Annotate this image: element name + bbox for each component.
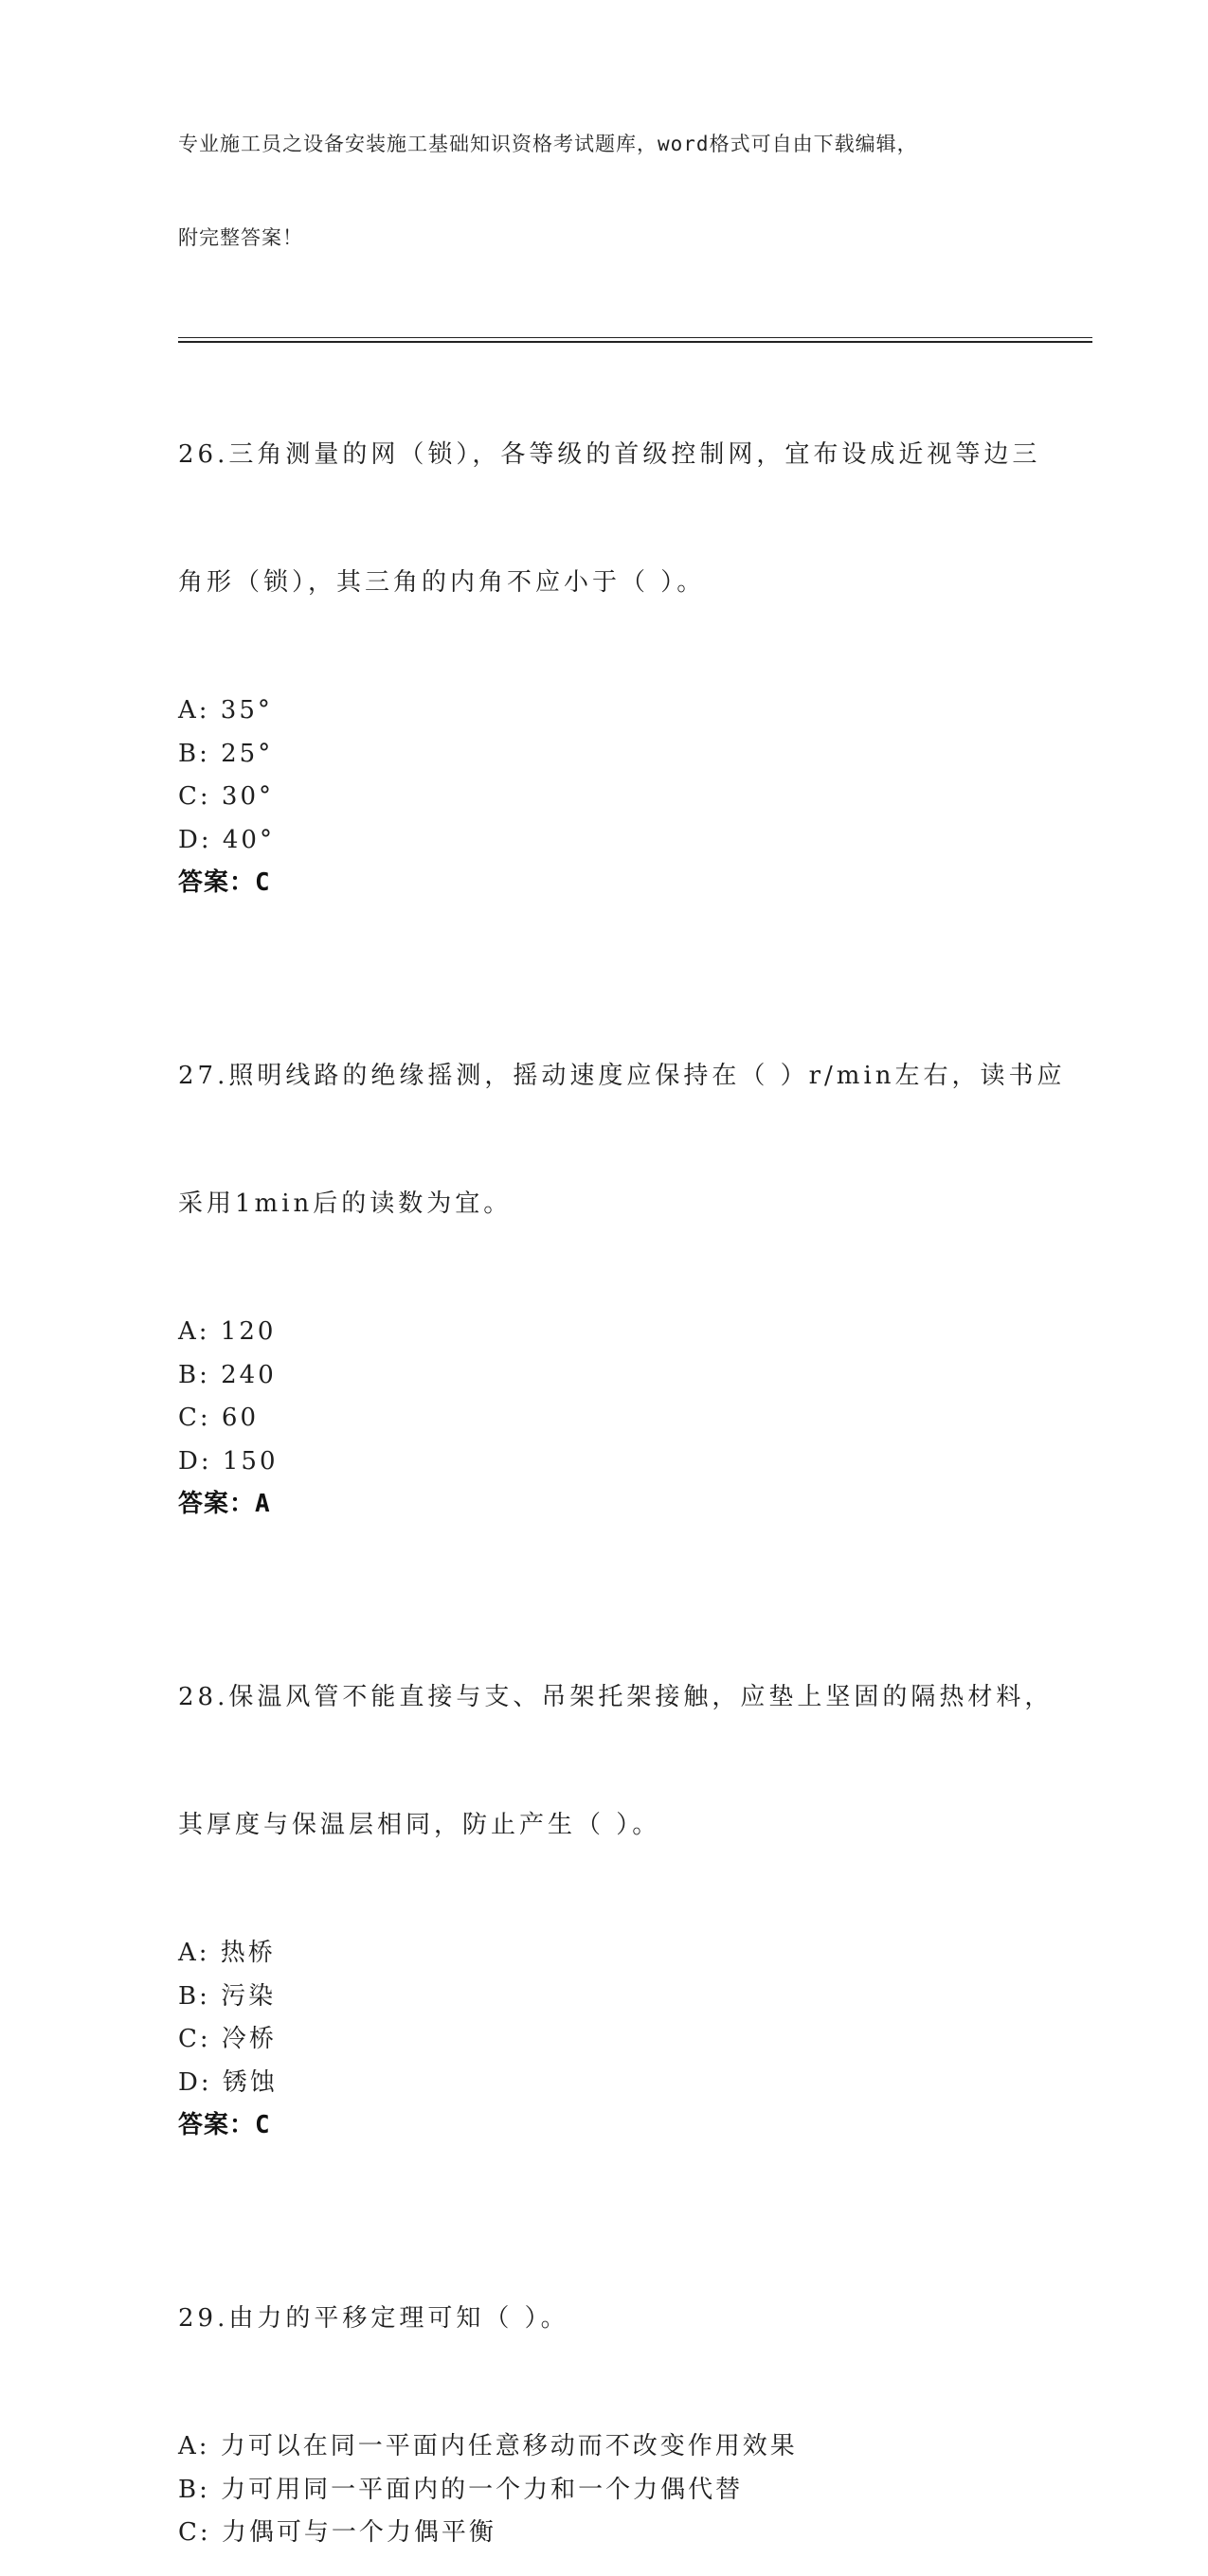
question-stem-line: 其厚度与保温层相同，防止产生（ ）。 xyxy=(178,1811,661,1839)
question-27 xyxy=(178,970,1092,1525)
header-line-2: 附完整答案！ xyxy=(178,226,303,249)
option-d: D: 150 xyxy=(178,1446,279,1476)
document-page xyxy=(178,66,1092,2576)
answer-label: 答案： xyxy=(178,2111,256,2139)
question-stem-line: 29.由力的平移定理可知（ ）。 xyxy=(178,2304,569,2333)
divider-thin-line xyxy=(178,337,1092,338)
option-a: A: 120 xyxy=(178,1317,277,1346)
option-c: C: 力偶可与一个力偶平衡 xyxy=(178,2518,496,2547)
option-b: B: 污染 xyxy=(178,1981,277,2011)
option-b: B: 240 xyxy=(178,1360,277,1389)
option-b: B: 25° xyxy=(178,739,274,768)
question-29 xyxy=(178,2212,1092,2555)
option-c: C: 冷桥 xyxy=(178,2025,277,2053)
option-a: A: 热桥 xyxy=(178,1939,276,1967)
question-stem xyxy=(178,2212,1092,2425)
answer-value: C xyxy=(255,868,271,897)
header-line-1: 专业施工员之设备安装施工基础知识资格考试题库，word格式可自由下载编辑， xyxy=(178,133,918,155)
question-stem-line: 26.三角测量的网（锁），各等级的首级控制网，宜布设成近视等边三 xyxy=(178,440,1041,469)
question-stem-line: 角形（锁），其三角的内角不应小于（ ）。 xyxy=(178,568,706,597)
option-c: C: 60 xyxy=(178,1404,260,1432)
option-c: C: 30° xyxy=(178,782,275,811)
answer-line xyxy=(178,1483,1092,1525)
answer-label: 答案： xyxy=(178,868,256,897)
answer-value: A xyxy=(255,1490,271,1518)
header-divider xyxy=(178,337,1092,343)
option-d: D: 锈蚀 xyxy=(178,2067,278,2097)
document-header xyxy=(178,66,1092,316)
question-stem xyxy=(178,349,1092,689)
divider-thick-line xyxy=(178,341,1092,343)
question-stem xyxy=(178,970,1092,1311)
question-stem xyxy=(178,1591,1092,1932)
question-28 xyxy=(178,1591,1092,2146)
question-stem-line: 27.照明线路的绝缘摇测，摇动速度应保持在（ ）r/min左右，读书应 xyxy=(178,1062,1066,1090)
option-a: A: 35° xyxy=(178,696,273,724)
answer-value: C xyxy=(255,2111,271,2139)
question-stem-line: 28.保温风管不能直接与支、吊架托架接触，应垫上坚固的隔热材料， xyxy=(178,1683,1054,1711)
question-stem-line: 采用1min后的读数为宜。 xyxy=(178,1190,513,1218)
option-b: B: 力可用同一平面内的一个力和一个力偶代替 xyxy=(178,2475,744,2504)
answer-line xyxy=(178,2104,1092,2146)
answer-line xyxy=(178,862,1092,903)
option-a: A: 力可以在同一平面内任意移动而不改变作用效果 xyxy=(178,2432,798,2460)
option-d: D: 40° xyxy=(178,825,275,854)
question-26 xyxy=(178,349,1092,903)
answer-label: 答案： xyxy=(178,1490,256,1518)
